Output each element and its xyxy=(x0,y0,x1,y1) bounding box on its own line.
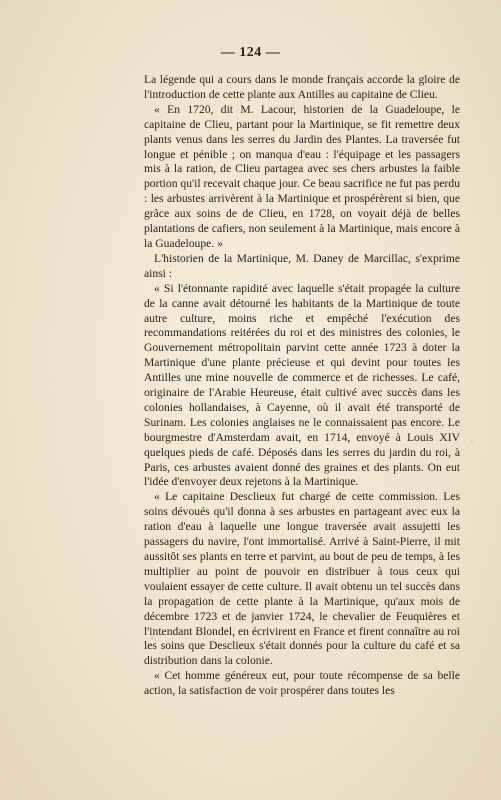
paragraph: « Cet homme généreux eut, pour toute récompense de sa belle action, la satisfaction de voir prospérer dans toutes les xyxy=(144,669,460,698)
paragraph: « Le capitaine Desclieux fut chargé de cette commission. Les soins dévoués qu'il donna à ses arbustes en partageant avec eux la ration d'eau à laquelle une longue traversée avait assujetti les passagers du navire, l'ont immortalisé. Arrivé à Saint-Pierre, il mit aussitôt ses plants en terre et parvint, au bout de peu de temps, à les multiplier au point de pouvoir en distribuer à tous ceux qui voulaient essayer de cette culture. Il avait obtenu un tel succès dans la propagation de cette plante à la Martinique, qu'aux mois de décembre 1723 et de janvier 1724, le chevalier de Feuquières et l'intendant Blondel, en écrivirent en France et firent connaître au roi les soins que Desclieux s'était donnés pour la culture du café et sa distribution dans la colonie. xyxy=(144,490,460,668)
paragraph: La légende qui a cours dans le monde français accorde la gloire de l'introduction de cette plante aux Antilles au capitaine de Clieu. xyxy=(144,73,460,101)
page-number: — 124 — xyxy=(220,45,281,60)
paper-stain xyxy=(470,440,473,443)
paragraph: L'historien de la Martinique, M. Daney de Marcillac, s'exprime ainsi : xyxy=(144,251,460,280)
paragraph: « En 1720, dit M. Lacour, historien de la Guadeloupe, le capitaine de Clieu, partant pour la Martinique, se fit remettre deux plants venus dans les serres du Jardin des Plantes. La traversée fut longue et pénible ; on manqua d'eau : l'équipage et les passagers mis à la ration, de Clieu partagea avec ses chers arbustes la faible portion qu'il recevait chaque jour. Ce beau sacrifice ne fut pas perdu : les arbustes arrivèrent à la Martinique et prospérèrent si bien, que grâce aux soins de de Clieu, en 1728, on voyait déjà de belles plantations de cafiers, non seulement à la Martinique, mais encore à la Guadeloupe. » xyxy=(144,102,460,250)
paragraph: « Si l'étonnante rapidité avec laquelle s'était propagée la culture de la canne avait détourné les habitants de la Martinique de toute autre culture, moins riche et empêché l'exécution des recommandations reitérées du roi et des ministres des colonies, le Gouvernement métropolitain parvint cette année 1723 à doter la Martinique d'une plante précieuse et qui devint pour toutes les Antilles une mine nouvelle de commerce et de richesses. Le café, originaire de l'Arabie Heureuse, était cultivé avec succès dans les colonies hollandaises, à Cayenne, où il avait été transporté de Surinam. Les colonies anglaises ne le connaissaient pas encore. Le bourgmestre d'Amsterdam avait, en 1714, envoyé à Louis XIV quelques pieds de café. Déposés dans les serres du jardin du roi, à Paris, ces arbustes avaient donné des graines et des plants. On eut l'idée d'envoyer deux rejetons à la Martinique. xyxy=(144,281,460,489)
body-text xyxy=(144,73,460,699)
